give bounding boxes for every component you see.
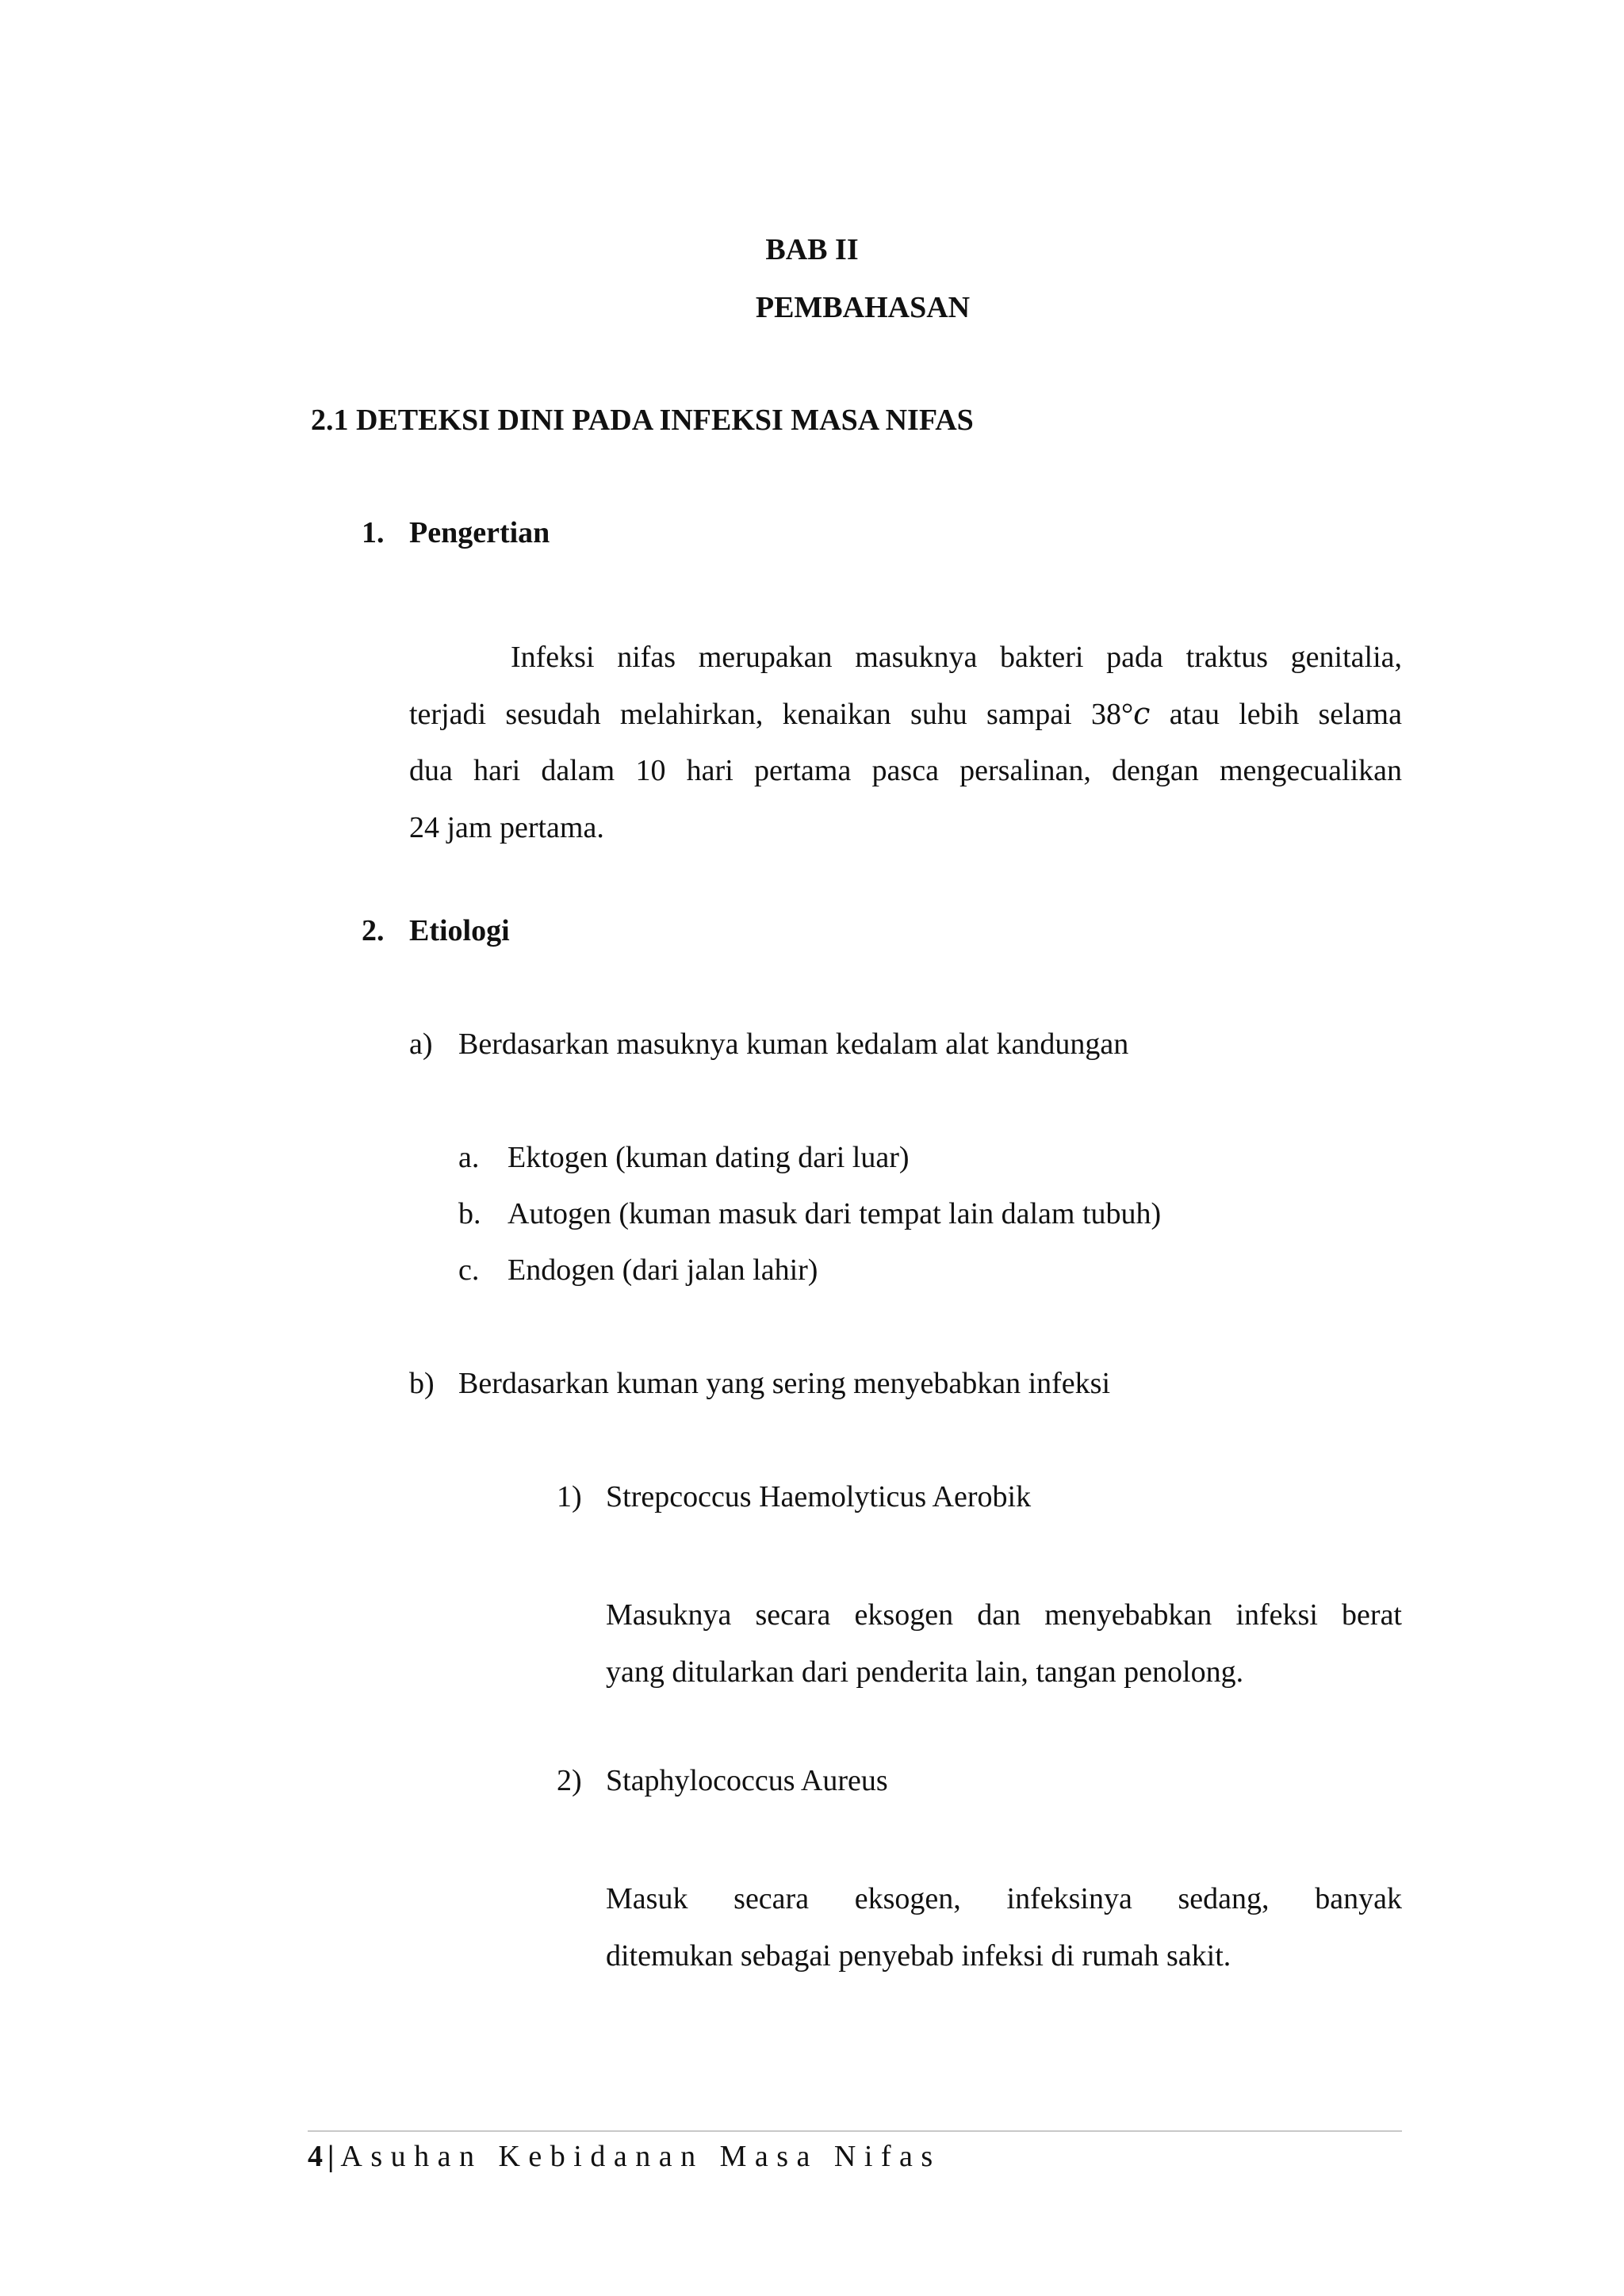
list-marker: a. (458, 1141, 480, 1174)
list-text: Ektogen (kuman dating dari luar) (508, 1141, 910, 1174)
pengertian-paragraph (409, 629, 1402, 856)
list-marker: a) (409, 1027, 433, 1061)
list-text: Strepcoccus Haemolyticus Aerobik (606, 1480, 1032, 1513)
paragraph-line: 24 jam pertama. (409, 810, 604, 844)
list-text: Berdasarkan masuknya kuman kedalam alat kandungan (458, 1027, 1129, 1061)
page-number: 4 (308, 2140, 323, 2173)
paragraph-line: terjadi sesudah melahirkan, kenaikan suhu sampai 38°𝑐 atau lebih selama (409, 697, 1402, 731)
paragraph-line: Masuk secara eksogen, infeksinya sedang, banyak (606, 1882, 1402, 1915)
paragraph-line: dua hari dalam 10 hari pertama pasca persalinan, dengan mengecualikan (409, 754, 1402, 787)
chapter-number: BAB II (765, 233, 859, 266)
page-footer (308, 2137, 941, 2175)
list-text: Staphylococcus Aureus (606, 1764, 888, 1797)
footer-divider (308, 2130, 1402, 2132)
item-title: Pengertian (409, 516, 550, 549)
list-marker: 2) (557, 1764, 582, 1797)
item-title: Etiologi (409, 914, 510, 947)
paragraph-line: ditemukan sebagai penyebab infeksi di rumah sakit. (606, 1938, 1231, 1973)
list-marker: 1) (557, 1480, 582, 1513)
footer-separator: | (327, 2140, 335, 2173)
chapter-title: PEMBAHASAN (755, 291, 971, 324)
list-marker: b) (409, 1367, 435, 1400)
paragraph-line: yang ditularkan dari penderita lain, tangan penolong. (606, 1655, 1244, 1689)
list-marker: b. (458, 1197, 481, 1230)
item-number: 1. (362, 516, 385, 549)
paragraph-line: Masuknya secara eksogen dan menyebabkan infeksi berat (606, 1598, 1402, 1632)
list-marker: c. (458, 1253, 480, 1287)
footer-title: Asuhan Kebidanan Masa Nifas (340, 2140, 941, 2173)
section-heading: 2.1 DETEKSI DINI PADA INFEKSI MASA NIFAS (311, 404, 974, 437)
organism-2-paragraph (606, 1871, 1402, 1984)
list-text: Endogen (dari jalan lahir) (508, 1253, 818, 1287)
paragraph-line: Infeksi nifas merupakan masuknya bakteri pada traktus genitalia, (511, 641, 1402, 674)
organism-1-paragraph (606, 1587, 1402, 1701)
item-number: 2. (362, 914, 385, 947)
list-text: Autogen (kuman masuk dari tempat lain dalam tubuh) (508, 1197, 1162, 1230)
list-text: Berdasarkan kuman yang sering menyebabkan infeksi (458, 1367, 1111, 1400)
